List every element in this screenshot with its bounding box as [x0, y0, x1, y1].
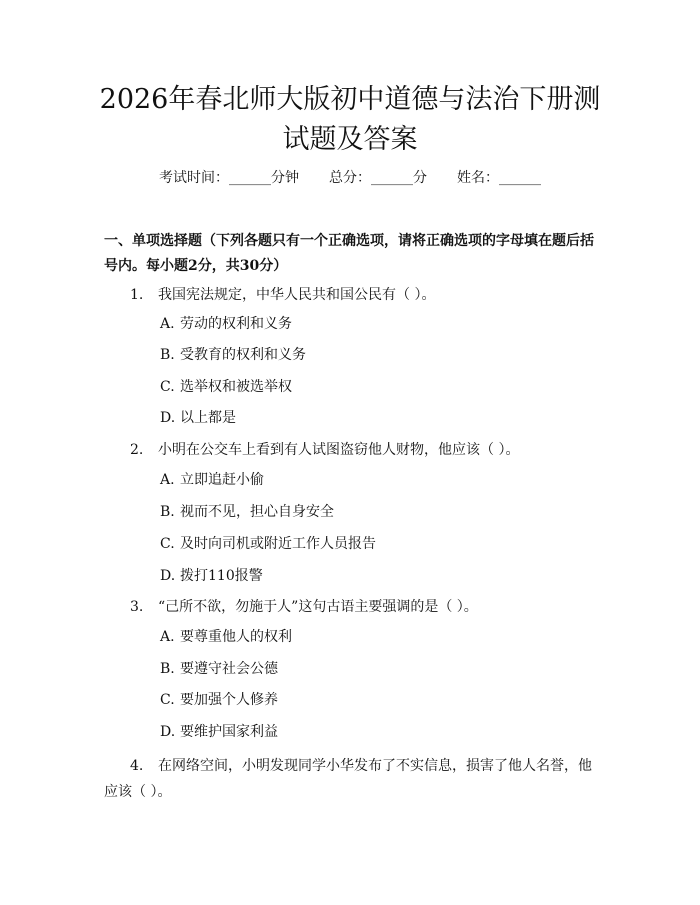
option-1a [160, 314, 292, 334]
option-text: 要维护国家利益 [180, 724, 278, 740]
question-number: 2. [130, 442, 144, 458]
option-letter: B. [160, 661, 175, 677]
option-1c [160, 377, 292, 397]
option-letter: B. [160, 504, 175, 520]
option-text: 要加强个人修养 [180, 692, 278, 708]
option-text: 以上都是 [180, 410, 236, 426]
question-text: 我国宪法规定，中华人民共和国公民有（ ）。 [158, 287, 436, 303]
option-text: 立即追赶小偷 [180, 472, 264, 488]
option-text: 及时向司机或附近工作人员报告 [180, 536, 376, 552]
option-3b [160, 659, 278, 679]
option-letter: D. [160, 724, 176, 740]
option-text: 要尊重他人的权利 [180, 629, 292, 645]
total-score-field: 总分：______分 [329, 170, 427, 186]
option-text: 要遵守社会公德 [180, 661, 278, 677]
option-2a [160, 470, 264, 490]
option-2b [160, 502, 334, 522]
option-letter: D. [160, 568, 176, 584]
option-text: 劳动的权利和义务 [180, 316, 292, 332]
question-2 [104, 437, 599, 463]
question-text: 小明在公交车上看到有人试图盗窃他人财物，他应该（ ）。 [158, 442, 520, 458]
option-text: 选举权和被选举权 [180, 379, 292, 395]
question-number: 4. [130, 758, 144, 774]
option-text: 受教育的权利和义务 [180, 347, 306, 363]
exam-time-field: 考试时间：______分钟 [159, 170, 299, 186]
option-text: 拨打110报警 [180, 568, 263, 584]
option-letter: C. [160, 692, 175, 708]
question-text: “己所不欲，勿施于人”这句古语主要强调的是（ ）。 [158, 599, 478, 615]
exam-info-line [0, 168, 700, 188]
option-text: 视而不见，担心自身安全 [180, 504, 334, 520]
option-letter: B. [160, 347, 175, 363]
document-title: 2026年春北师大版初中道德与法治下册测试题及答案 [99, 84, 601, 155]
option-3c [160, 690, 278, 710]
option-3a [160, 627, 292, 647]
option-letter: A. [160, 316, 175, 332]
option-1d [160, 408, 236, 428]
option-letter: D. [160, 410, 176, 426]
option-3d [160, 722, 278, 742]
section-heading: 一、单项选择题（下列各题只有一个正确选项，请将正确选项的字母填在题后括号内。每小题2分，共30分） [104, 233, 594, 274]
option-letter: A. [160, 472, 175, 488]
option-letter: C. [160, 379, 175, 395]
option-2c [160, 534, 376, 554]
question-number: 1. [130, 287, 144, 303]
question-number: 3. [130, 599, 144, 615]
question-text: 在网络空间，小明发现同学小华发布了不实信息，损害了他人名誉，他应该（ ）。 [104, 758, 592, 800]
question-1 [104, 282, 599, 308]
option-1b [160, 345, 306, 365]
question-3 [104, 594, 599, 620]
option-letter: C. [160, 536, 175, 552]
option-2d [160, 566, 263, 586]
option-letter: A. [160, 629, 175, 645]
question-4 [104, 753, 599, 805]
student-name-field: 姓名：______ [457, 170, 541, 186]
